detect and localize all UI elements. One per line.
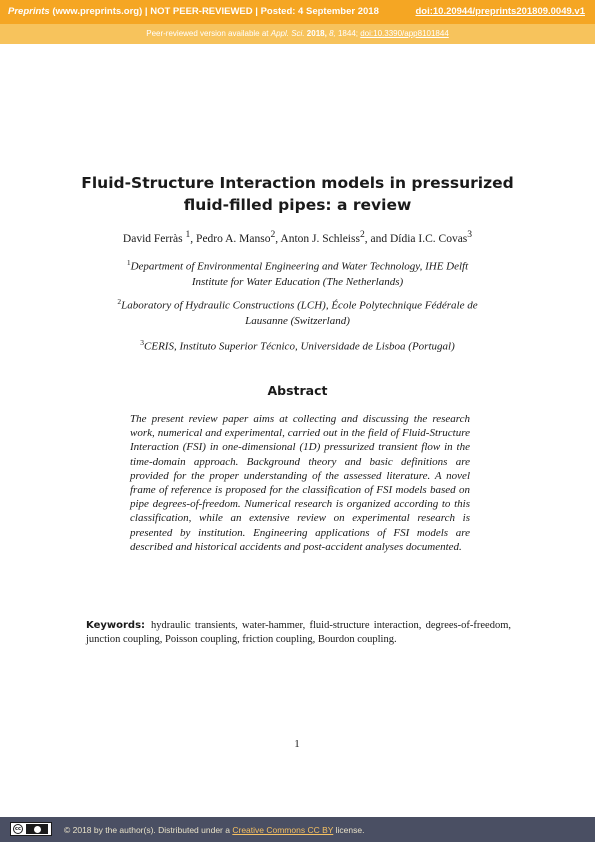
author-affiliation-mark: 1: [185, 229, 191, 240]
keywords-block: [86, 619, 511, 647]
journal-name: Appl. Sci.: [270, 29, 305, 38]
affiliation-1: [90, 255, 505, 290]
author-list: [40, 229, 555, 245]
title-line-2: fluid-filled pipes: a review: [183, 196, 412, 214]
keywords-list: hydraulic transients, water-hammer, fluid-structure interaction, degrees-of-freedom, junction coupling, Poisson coupling, friction coupling, Bourdon coupling.: [86, 620, 511, 645]
author-affiliation-mark: 2: [359, 229, 365, 240]
title-line-1: Fluid-Structure Interaction models in pressurized: [81, 174, 514, 192]
author-name: David Ferràs: [122, 232, 183, 245]
author-affiliation-mark: 3: [467, 229, 473, 240]
author-name: Dídia I.C. Covas: [389, 232, 468, 245]
peer-review-status: NOT PEER-REVIEWED: [150, 6, 253, 17]
peer-reviewed-notice: [0, 24, 595, 44]
journal-year: 2018,: [306, 29, 327, 38]
affiliation-line: Department of Environmental Engineering and Water Technology, IHE Delft: [130, 260, 469, 273]
affiliation-mark: 1: [126, 258, 131, 267]
journal-article: 1844;: [337, 29, 358, 38]
posted-date: Posted: 4 September 2018: [260, 6, 379, 17]
footer-text: [64, 825, 364, 835]
author-separator: ,: [275, 232, 281, 245]
header-separator: |: [255, 6, 258, 17]
page-number: 1: [294, 738, 300, 750]
affiliation-3: [90, 335, 505, 355]
abstract-heading: Abstract: [267, 383, 328, 398]
journal-volume: 8,: [329, 29, 336, 38]
affiliation-line: Laboratory of Hydraulic Constructions (LCH), École Polytechnique Fédérale de: [121, 299, 478, 312]
author-separator: ,: [190, 232, 197, 245]
preprint-doi-link[interactable]: doi:10.20944/preprints201809.0049.v1: [415, 6, 585, 17]
preprints-site[interactable]: (www.preprints.org): [49, 6, 143, 17]
abstract-body: The present review paper aims at collecting and discussing the research work, numerical and experimental, carried out in the field of Fluid-Structure Interaction (FSI) in one-dimensional (1D) pressurized transient flow in the time-domain approach. Background theory and basic definitions are provided for the proper understanding of the assessed literature. A novel frame of reference is proposed for the classification of FSI models based on pipe degrees-of-freedom. Numerical research is organized according to this classification, while an extensive review on experimental research is presented by institution. Engineering applications of FSI models are described and historical accidents and post-accident analyses documented.: [130, 413, 470, 553]
author-name: Anton J. Schleiss: [280, 232, 360, 245]
affiliation-mark: 3: [140, 338, 145, 347]
copyright-text: © 2018 by the author(s). Distributed under a: [64, 825, 230, 835]
paper-title: [60, 172, 535, 216]
affiliation-mark: 2: [117, 297, 122, 306]
cc-by-icon[interactable]: [10, 822, 52, 836]
keywords-label: Keywords:: [86, 620, 146, 631]
affiliation-2: [90, 294, 505, 329]
header-left: [8, 6, 379, 17]
license-footer: [0, 817, 595, 842]
affiliation-line: Lausanne (Switzerland): [245, 314, 350, 327]
license-suffix: license.: [335, 825, 365, 835]
preprints-header-bar: [0, 0, 595, 24]
notice-prefix: Peer-reviewed version available at: [146, 29, 269, 38]
affiliation-line: CERIS, Instituto Superior Técnico, Universidade de Lisboa (Portugal): [144, 340, 455, 353]
author-affiliation-mark: 2: [270, 229, 276, 240]
person-icon: [34, 826, 41, 833]
journal-doi-link[interactable]: doi:10.3390/app8101844: [360, 29, 449, 38]
preprints-brand: Preprints: [8, 6, 50, 17]
author-name: Pedro A. Manso: [196, 232, 271, 245]
license-link[interactable]: Creative Commons CC BY: [232, 825, 334, 835]
affiliation-line: Institute for Water Education (The Netherlands): [191, 275, 404, 288]
by-attribution-icon: [26, 824, 48, 834]
author-separator: , and: [364, 232, 390, 245]
header-separator: |: [144, 6, 148, 17]
cc-icon: cc: [13, 824, 23, 834]
